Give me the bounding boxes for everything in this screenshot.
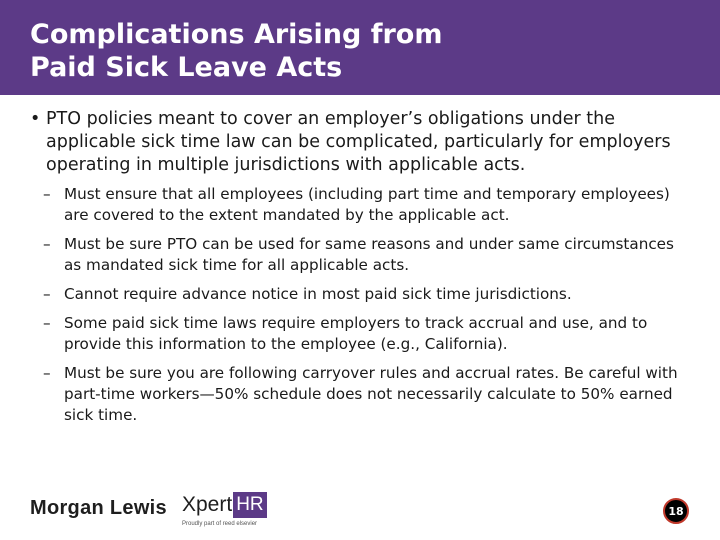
xperthr-logo-xpert: Xpert xyxy=(182,493,233,516)
morgan-lewis-logo: Morgan Lewis xyxy=(30,497,167,519)
dash-icon: – xyxy=(43,285,51,303)
main-bullet xyxy=(30,108,692,177)
slide-title xyxy=(30,18,670,84)
sub-bullet xyxy=(30,184,692,226)
sub-bullet-list xyxy=(30,184,692,426)
sub-bullet-text: Must be sure you are following carryover rules and accrual rates. Be careful with part-time workers—50% schedule does not necessarily calculate to 50% earned sick time. xyxy=(64,364,678,424)
main-bullet-text: PTO policies meant to cover an employer’s obligations under the applicable sick time law can be complicated, particularly for employers operating in multiple jurisdictions with applicable acts. xyxy=(46,109,671,175)
sub-bullet-text: Must be sure PTO can be used for same reasons and under same circumstances as mandated sick time for all applicable acts. xyxy=(64,235,674,274)
sub-bullet-text: Some paid sick time laws require employers to track accrual and use, and to provide this information to the employee (e.g., California). xyxy=(64,314,648,353)
xperthr-tagline: Proudly part of reed elsevier xyxy=(182,521,258,527)
sub-bullet xyxy=(30,284,692,305)
xperthr-logo-hr: HR xyxy=(233,492,266,518)
sub-bullet xyxy=(30,363,692,426)
page-number-badge: 18 xyxy=(663,498,689,524)
xperthr-logo xyxy=(182,492,267,527)
bullet-icon: • xyxy=(30,109,41,129)
dash-icon: – xyxy=(43,364,51,382)
sub-bullet-text: Must ensure that all employees (including part time and temporary employees) are covered to the extent mandated by the applicable act. xyxy=(64,185,670,224)
dash-icon: – xyxy=(43,314,51,332)
sub-bullet xyxy=(30,234,692,276)
slide-title-line-2: Paid Sick Leave Acts xyxy=(30,52,343,83)
title-bar xyxy=(0,0,720,95)
dash-icon: – xyxy=(43,185,51,203)
sub-bullet xyxy=(30,313,692,355)
dash-icon: – xyxy=(43,235,51,253)
slide-title-line-1: Complications Arising from xyxy=(30,19,443,50)
sub-bullet-text: Cannot require advance notice in most paid sick time jurisdictions. xyxy=(64,285,572,303)
slide-body xyxy=(30,108,692,434)
